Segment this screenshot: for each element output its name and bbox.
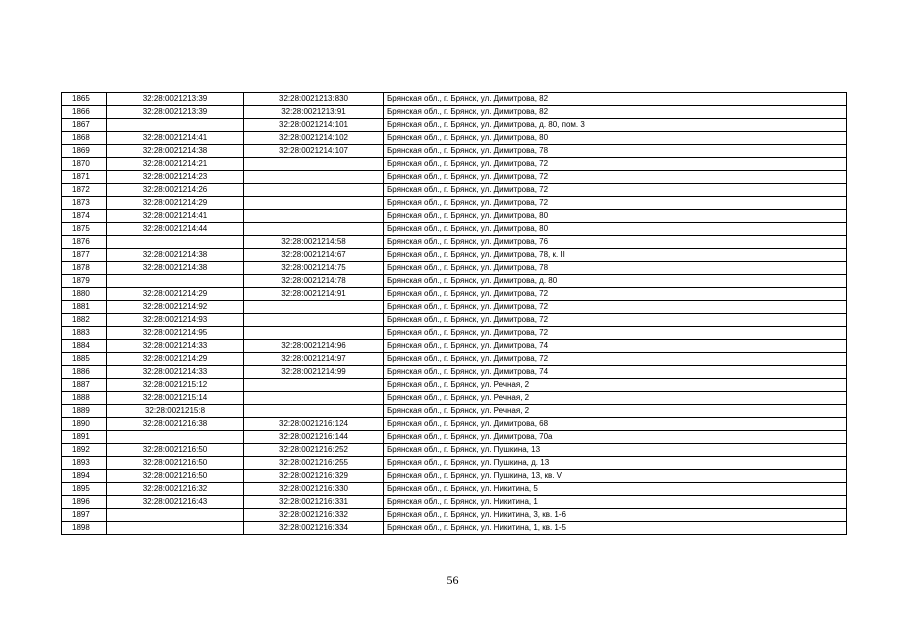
table-row bbox=[62, 314, 847, 327]
quarter-cadastral-number-cell: 32:28:0021216:43 bbox=[107, 496, 244, 509]
address-cell: Брянская обл., г. Брянск, ул. Димитрова, 78, к. II bbox=[384, 249, 847, 262]
address-cell: Брянская обл., г. Брянск, ул. Димитрова, 72 bbox=[384, 314, 847, 327]
address-cell: Брянская обл., г. Брянск, ул. Речная, 2 bbox=[384, 392, 847, 405]
table-row bbox=[62, 418, 847, 431]
quarter-cadastral-number-cell: 32:28:0021216:32 bbox=[107, 483, 244, 496]
quarter-cadastral-number-cell bbox=[107, 275, 244, 288]
table-row bbox=[62, 496, 847, 509]
object-cadastral-number-cell: 32:28:0021213:830 bbox=[244, 93, 384, 106]
quarter-cadastral-number-cell bbox=[107, 522, 244, 535]
object-cadastral-number-cell bbox=[244, 197, 384, 210]
quarter-cadastral-number-cell: 32:28:0021216:50 bbox=[107, 444, 244, 457]
address-cell: Брянская обл., г. Брянск, ул. Никитина, 1 bbox=[384, 496, 847, 509]
object-cadastral-number-cell: 32:28:0021216:252 bbox=[244, 444, 384, 457]
address-cell: Брянская обл., г. Брянск, ул. Никитина, 5 bbox=[384, 483, 847, 496]
quarter-cadastral-number-cell: 32:28:0021213:39 bbox=[107, 93, 244, 106]
table-row bbox=[62, 366, 847, 379]
object-cadastral-number-cell: 32:28:0021216:334 bbox=[244, 522, 384, 535]
row-number-cell: 1865 bbox=[62, 93, 107, 106]
object-cadastral-number-cell: 32:28:0021213:91 bbox=[244, 106, 384, 119]
table-row bbox=[62, 327, 847, 340]
table-row bbox=[62, 119, 847, 132]
quarter-cadastral-number-cell: 32:28:0021214:33 bbox=[107, 340, 244, 353]
table-row bbox=[62, 106, 847, 119]
cadastral-table bbox=[61, 92, 847, 535]
table-row bbox=[62, 197, 847, 210]
address-cell: Брянская обл., г. Брянск, ул. Речная, 2 bbox=[384, 405, 847, 418]
object-cadastral-number-cell: 32:28:0021216:124 bbox=[244, 418, 384, 431]
row-number-cell: 1881 bbox=[62, 301, 107, 314]
address-cell: Брянская обл., г. Брянск, ул. Димитрова, 78 bbox=[384, 145, 847, 158]
object-cadastral-number-cell: 32:28:0021214:78 bbox=[244, 275, 384, 288]
address-cell: Брянская обл., г. Брянск, ул. Димитрова, 70а bbox=[384, 431, 847, 444]
address-cell: Брянская обл., г. Брянск, ул. Димитрова, 72 bbox=[384, 158, 847, 171]
table-row bbox=[62, 132, 847, 145]
address-cell: Брянская обл., г. Брянск, ул. Димитрова, 72 bbox=[384, 171, 847, 184]
table-row bbox=[62, 470, 847, 483]
quarter-cadastral-number-cell: 32:28:0021216:38 bbox=[107, 418, 244, 431]
row-number-cell: 1889 bbox=[62, 405, 107, 418]
object-cadastral-number-cell: 32:28:0021214:91 bbox=[244, 288, 384, 301]
address-cell: Брянская обл., г. Брянск, ул. Димитрова, д. 80, пом. 3 bbox=[384, 119, 847, 132]
object-cadastral-number-cell: 32:28:0021214:67 bbox=[244, 249, 384, 262]
address-cell: Брянская обл., г. Брянск, ул. Димитрова, 76 bbox=[384, 236, 847, 249]
quarter-cadastral-number-cell: 32:28:0021214:33 bbox=[107, 366, 244, 379]
table-row bbox=[62, 288, 847, 301]
row-number-cell: 1874 bbox=[62, 210, 107, 223]
address-cell: Брянская обл., г. Брянск, ул. Димитрова, 72 bbox=[384, 197, 847, 210]
address-cell: Брянская обл., г. Брянск, ул. Пушкина, 13, кв. V bbox=[384, 470, 847, 483]
table-row bbox=[62, 522, 847, 535]
table-row bbox=[62, 340, 847, 353]
table-row bbox=[62, 184, 847, 197]
object-cadastral-number-cell: 32:28:0021214:58 bbox=[244, 236, 384, 249]
object-cadastral-number-cell: 32:28:0021214:97 bbox=[244, 353, 384, 366]
row-number-cell: 1875 bbox=[62, 223, 107, 236]
row-number-cell: 1893 bbox=[62, 457, 107, 470]
row-number-cell: 1877 bbox=[62, 249, 107, 262]
object-cadastral-number-cell: 32:28:0021214:96 bbox=[244, 340, 384, 353]
object-cadastral-number-cell: 32:28:0021214:107 bbox=[244, 145, 384, 158]
table-row bbox=[62, 158, 847, 171]
row-number-cell: 1896 bbox=[62, 496, 107, 509]
quarter-cadastral-number-cell: 32:28:0021214:41 bbox=[107, 132, 244, 145]
object-cadastral-number-cell: 32:28:0021216:329 bbox=[244, 470, 384, 483]
table-row bbox=[62, 509, 847, 522]
address-cell: Брянская обл., г. Брянск, ул. Димитрова, 82 bbox=[384, 93, 847, 106]
address-cell: Брянская обл., г. Брянск, ул. Пушкина, 13 bbox=[384, 444, 847, 457]
row-number-cell: 1868 bbox=[62, 132, 107, 145]
row-number-cell: 1869 bbox=[62, 145, 107, 158]
address-cell: Брянская обл., г. Брянск, ул. Димитрова, 72 bbox=[384, 184, 847, 197]
quarter-cadastral-number-cell: 32:28:0021215:8 bbox=[107, 405, 244, 418]
address-cell: Брянская обл., г. Брянск, ул. Никитина, 3, кв. 1-6 bbox=[384, 509, 847, 522]
object-cadastral-number-cell bbox=[244, 210, 384, 223]
object-cadastral-number-cell: 32:28:0021216:331 bbox=[244, 496, 384, 509]
row-number-cell: 1867 bbox=[62, 119, 107, 132]
table-row bbox=[62, 379, 847, 392]
row-number-cell: 1876 bbox=[62, 236, 107, 249]
quarter-cadastral-number-cell: 32:28:0021216:50 bbox=[107, 470, 244, 483]
object-cadastral-number-cell: 32:28:0021216:330 bbox=[244, 483, 384, 496]
object-cadastral-number-cell bbox=[244, 158, 384, 171]
quarter-cadastral-number-cell: 32:28:0021216:50 bbox=[107, 457, 244, 470]
row-number-cell: 1885 bbox=[62, 353, 107, 366]
row-number-cell: 1886 bbox=[62, 366, 107, 379]
table-row bbox=[62, 223, 847, 236]
object-cadastral-number-cell bbox=[244, 379, 384, 392]
quarter-cadastral-number-cell: 32:28:0021214:38 bbox=[107, 145, 244, 158]
object-cadastral-number-cell: 32:28:0021216:255 bbox=[244, 457, 384, 470]
quarter-cadastral-number-cell: 32:28:0021215:12 bbox=[107, 379, 244, 392]
row-number-cell: 1883 bbox=[62, 327, 107, 340]
table-body bbox=[62, 93, 847, 535]
object-cadastral-number-cell bbox=[244, 327, 384, 340]
row-number-cell: 1892 bbox=[62, 444, 107, 457]
table-row bbox=[62, 249, 847, 262]
object-cadastral-number-cell bbox=[244, 171, 384, 184]
row-number-cell: 1894 bbox=[62, 470, 107, 483]
quarter-cadastral-number-cell: 32:28:0021214:29 bbox=[107, 288, 244, 301]
object-cadastral-number-cell bbox=[244, 314, 384, 327]
quarter-cadastral-number-cell bbox=[107, 431, 244, 444]
object-cadastral-number-cell bbox=[244, 301, 384, 314]
object-cadastral-number-cell bbox=[244, 184, 384, 197]
row-number-cell: 1887 bbox=[62, 379, 107, 392]
address-cell: Брянская обл., г. Брянск, ул. Димитрова, 72 bbox=[384, 327, 847, 340]
quarter-cadastral-number-cell: 32:28:0021214:23 bbox=[107, 171, 244, 184]
object-cadastral-number-cell bbox=[244, 405, 384, 418]
table-row bbox=[62, 405, 847, 418]
table-row bbox=[62, 236, 847, 249]
quarter-cadastral-number-cell: 32:28:0021214:92 bbox=[107, 301, 244, 314]
table-row bbox=[62, 431, 847, 444]
object-cadastral-number-cell: 32:28:0021214:75 bbox=[244, 262, 384, 275]
table-row bbox=[62, 353, 847, 366]
row-number-cell: 1873 bbox=[62, 197, 107, 210]
address-cell: Брянская обл., г. Брянск, ул. Пушкина, д. 13 bbox=[384, 457, 847, 470]
table-row bbox=[62, 210, 847, 223]
address-cell: Брянская обл., г. Брянск, ул. Димитрова, 80 bbox=[384, 210, 847, 223]
address-cell: Брянская обл., г. Брянск, ул. Димитрова, 82 bbox=[384, 106, 847, 119]
table-row bbox=[62, 444, 847, 457]
address-cell: Брянская обл., г. Брянск, ул. Димитрова, 72 bbox=[384, 301, 847, 314]
table-row bbox=[62, 275, 847, 288]
row-number-cell: 1888 bbox=[62, 392, 107, 405]
quarter-cadastral-number-cell: 32:28:0021214:93 bbox=[107, 314, 244, 327]
quarter-cadastral-number-cell: 32:28:0021214:95 bbox=[107, 327, 244, 340]
object-cadastral-number-cell: 32:28:0021216:144 bbox=[244, 431, 384, 444]
address-cell: Брянская обл., г. Брянск, ул. Димитрова, 74 bbox=[384, 340, 847, 353]
row-number-cell: 1897 bbox=[62, 509, 107, 522]
address-cell: Брянская обл., г. Брянск, ул. Димитрова, д. 80 bbox=[384, 275, 847, 288]
quarter-cadastral-number-cell: 32:28:0021214:29 bbox=[107, 197, 244, 210]
object-cadastral-number-cell: 32:28:0021216:332 bbox=[244, 509, 384, 522]
table-row bbox=[62, 171, 847, 184]
table-row bbox=[62, 93, 847, 106]
page-number: 56 bbox=[446, 573, 459, 587]
quarter-cadastral-number-cell: 32:28:0021214:29 bbox=[107, 353, 244, 366]
quarter-cadastral-number-cell: 32:28:0021213:39 bbox=[107, 106, 244, 119]
row-number-cell: 1870 bbox=[62, 158, 107, 171]
address-cell: Брянская обл., г. Брянск, ул. Димитрова, 72 bbox=[384, 288, 847, 301]
quarter-cadastral-number-cell: 32:28:0021215:14 bbox=[107, 392, 244, 405]
quarter-cadastral-number-cell: 32:28:0021214:26 bbox=[107, 184, 244, 197]
table-row bbox=[62, 301, 847, 314]
table-row bbox=[62, 457, 847, 470]
quarter-cadastral-number-cell: 32:28:0021214:38 bbox=[107, 249, 244, 262]
row-number-cell: 1882 bbox=[62, 314, 107, 327]
row-number-cell: 1880 bbox=[62, 288, 107, 301]
row-number-cell: 1895 bbox=[62, 483, 107, 496]
quarter-cadastral-number-cell: 32:28:0021214:21 bbox=[107, 158, 244, 171]
object-cadastral-number-cell: 32:28:0021214:101 bbox=[244, 119, 384, 132]
object-cadastral-number-cell: 32:28:0021214:99 bbox=[244, 366, 384, 379]
address-cell: Брянская обл., г. Брянск, ул. Димитрова, 68 bbox=[384, 418, 847, 431]
row-number-cell: 1866 bbox=[62, 106, 107, 119]
row-number-cell: 1871 bbox=[62, 171, 107, 184]
row-number-cell: 1891 bbox=[62, 431, 107, 444]
object-cadastral-number-cell bbox=[244, 223, 384, 236]
row-number-cell: 1890 bbox=[62, 418, 107, 431]
row-number-cell: 1884 bbox=[62, 340, 107, 353]
row-number-cell: 1872 bbox=[62, 184, 107, 197]
address-cell: Брянская обл., г. Брянск, ул. Димитрова, 78 bbox=[384, 262, 847, 275]
address-cell: Брянская обл., г. Брянск, ул. Речная, 2 bbox=[384, 379, 847, 392]
row-number-cell: 1879 bbox=[62, 275, 107, 288]
address-cell: Брянская обл., г. Брянск, ул. Никитина, 1, кв. 1-5 bbox=[384, 522, 847, 535]
quarter-cadastral-number-cell bbox=[107, 509, 244, 522]
object-cadastral-number-cell bbox=[244, 392, 384, 405]
table-row bbox=[62, 392, 847, 405]
quarter-cadastral-number-cell bbox=[107, 236, 244, 249]
address-cell: Брянская обл., г. Брянск, ул. Димитрова, 72 bbox=[384, 353, 847, 366]
object-cadastral-number-cell: 32:28:0021214:102 bbox=[244, 132, 384, 145]
quarter-cadastral-number-cell bbox=[107, 119, 244, 132]
table-row bbox=[62, 483, 847, 496]
address-cell: Брянская обл., г. Брянск, ул. Димитрова, 74 bbox=[384, 366, 847, 379]
table-row bbox=[62, 262, 847, 275]
row-number-cell: 1898 bbox=[62, 522, 107, 535]
quarter-cadastral-number-cell: 32:28:0021214:41 bbox=[107, 210, 244, 223]
table-row bbox=[62, 145, 847, 158]
row-number-cell: 1878 bbox=[62, 262, 107, 275]
address-cell: Брянская обл., г. Брянск, ул. Димитрова, 80 bbox=[384, 223, 847, 236]
quarter-cadastral-number-cell: 32:28:0021214:44 bbox=[107, 223, 244, 236]
quarter-cadastral-number-cell: 32:28:0021214:38 bbox=[107, 262, 244, 275]
address-cell: Брянская обл., г. Брянск, ул. Димитрова, 80 bbox=[384, 132, 847, 145]
